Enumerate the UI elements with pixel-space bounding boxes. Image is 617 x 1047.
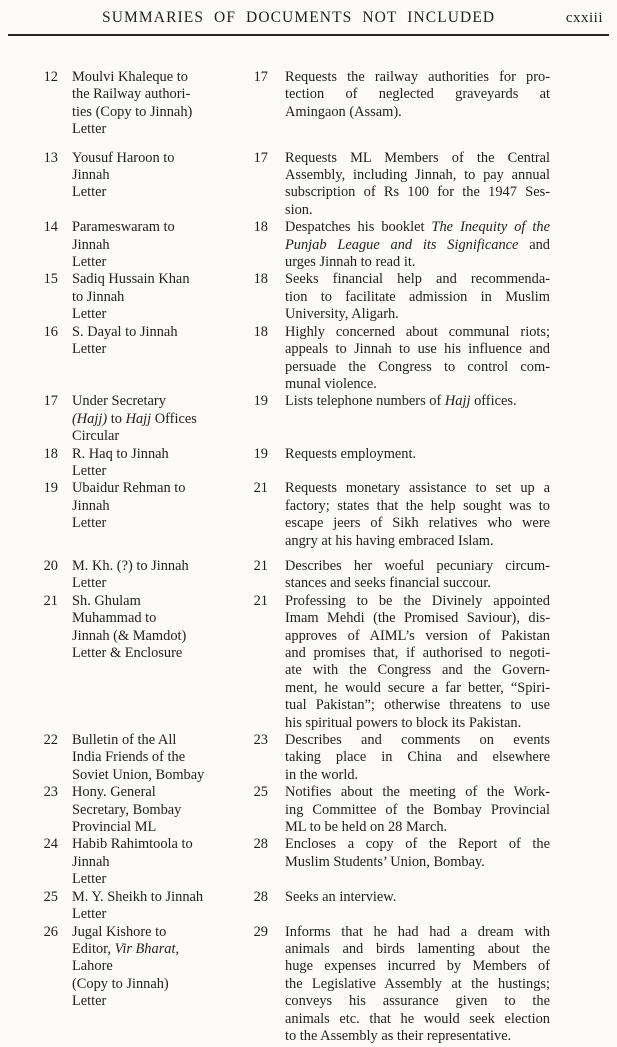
summary-line: Punjab League and its Significance and — [285, 236, 550, 253]
summary-line: Requests ML Members of the Central — [285, 149, 550, 166]
summary-line: urges Jinnah to read it. — [285, 254, 416, 271]
page-number: 17 — [253, 69, 268, 85]
summary-line: conveys his assurance given to the — [285, 993, 550, 1010]
entry-description — [58, 324, 240, 359]
description-line: Moulvi Khaleque to — [72, 69, 188, 85]
summary-line: ate with the Congress and the Govern- — [285, 662, 550, 679]
entry-description — [58, 69, 240, 139]
entries-table — [0, 36, 617, 1045]
entry-number: 22 — [43, 732, 58, 749]
italic-text: Vir Bharat — [114, 940, 176, 957]
summary-line: Requests employment. — [285, 445, 417, 462]
summary-line: ing Committee of the Bombay Provincial — [285, 801, 550, 818]
description-line: Letter — [72, 184, 107, 201]
summary-line: ment, he would secure a far better, “Spiri- — [285, 679, 550, 696]
summary-line: munal violence. — [285, 375, 377, 392]
description-line: M. Y. Sheikh to Jinnah — [72, 888, 204, 905]
entry-row — [36, 732, 617, 784]
entry-description — [58, 593, 240, 663]
summary-line: Seeks financial help and recommenda- — [285, 271, 550, 288]
page-number: 17 — [253, 149, 268, 166]
entry-summary — [268, 69, 550, 121]
summary-line: ML to be held on 28 March. — [285, 819, 448, 836]
entry-description — [58, 271, 240, 323]
entry-row — [36, 924, 617, 1046]
entry-summary — [268, 324, 550, 394]
description-line: Provincial ML — [72, 819, 157, 836]
summary-line: Muslim Students’ Union, Bombay. — [285, 853, 485, 870]
page-number: 18 — [253, 219, 268, 236]
entry-description — [58, 889, 240, 924]
entry-row — [36, 446, 617, 481]
description-line: India Friends of the — [72, 749, 186, 766]
summary-line: huge expenses incurred by Members of — [285, 958, 550, 975]
description-line: Letter — [72, 306, 107, 323]
summary-line: animals and birds lamenting about the — [285, 940, 550, 957]
description-line: Letter — [72, 341, 107, 358]
entry-summary — [268, 732, 550, 784]
italic-text: Hajj — [125, 410, 152, 427]
entry-number: 13 — [43, 149, 58, 166]
entry-description — [58, 558, 240, 593]
description-line: Letter — [72, 462, 107, 479]
summary-line: Highly concerned about communal riots; — [285, 323, 550, 340]
page-number: 18 — [253, 323, 268, 340]
description-line: S. Dayal to Jinnah — [72, 323, 178, 340]
summary-line: and promises that, if authorised to negoti- — [285, 645, 550, 661]
description-line: Ubaidur Rehman to — [72, 480, 186, 497]
italic-text: Punjab League and its Significance — [285, 236, 519, 253]
entry-row — [36, 480, 617, 550]
entry-number: 24 — [43, 836, 58, 853]
entry-summary — [268, 889, 550, 906]
entry-row — [36, 558, 617, 593]
summary-line: in the world. — [285, 766, 359, 783]
italic-text: (Hajj) — [72, 410, 108, 427]
entry-summary — [268, 150, 550, 220]
description-line: Letter — [72, 871, 107, 888]
entry-summary — [268, 836, 550, 871]
description-line: Jinnah — [72, 853, 110, 870]
summary-line: Amingaon (Assam). — [285, 103, 402, 120]
summary-line: angry at his having embraced Islam. — [285, 532, 494, 549]
description-line: Bulletin of the All — [72, 732, 177, 749]
description-line: Habib Rahimtoola to — [72, 836, 193, 853]
entry-summary — [268, 784, 550, 836]
description-line: Circular — [72, 428, 120, 445]
description-line: Letter & Enclosure — [72, 645, 183, 661]
page-number: 25 — [253, 784, 268, 801]
page-number: 19 — [253, 393, 268, 410]
description-line: Letter — [72, 575, 107, 592]
summary-line: tion to facilitate admission in Muslim — [285, 288, 550, 305]
entry-summary — [268, 558, 550, 593]
summary-line: to the Assembly as their representative. — [285, 1027, 512, 1044]
entry-number: 20 — [43, 557, 58, 574]
entry-row — [36, 593, 617, 732]
summary-line: escape jeers of Sikh relatives who were — [285, 515, 550, 532]
summary-line: Seeks an interview. — [285, 888, 397, 905]
entry-row — [36, 784, 617, 836]
entry-description — [58, 446, 240, 481]
entry-summary — [268, 393, 550, 410]
summary-line: tual Pakistan”; otherwise threatens to use — [285, 697, 550, 714]
description-line: Muhammad to — [72, 610, 157, 627]
description-line: (Hajj) to Hajj Offices — [72, 410, 197, 427]
summary-line: approves of AIML’s version of Pakistan — [285, 627, 550, 644]
page-number: 21 — [253, 557, 268, 574]
description-line: Letter — [72, 906, 107, 923]
page-header — [0, 0, 617, 27]
italic-text: Hajj — [444, 393, 471, 410]
description-line: R. Haq to Jinnah — [72, 445, 169, 462]
description-line: (Copy to Jinnah) — [72, 975, 169, 992]
summary-line: Lists telephone numbers of Hajj offices. — [285, 393, 517, 410]
entry-number: 17 — [43, 393, 58, 410]
entry-row — [36, 889, 617, 924]
entry-description — [58, 732, 240, 784]
entry-summary — [268, 480, 550, 550]
description-line: Letter — [72, 515, 107, 532]
entry-number: 16 — [43, 323, 58, 340]
summary-line: University, Aligarh. — [285, 306, 399, 323]
entry-description — [58, 784, 240, 836]
entry-summary — [268, 924, 550, 1046]
page-number: 29 — [253, 923, 268, 940]
description-line: Hony. General — [72, 784, 156, 801]
entry-row — [36, 324, 617, 394]
entry-summary — [268, 219, 550, 271]
summary-line: Despatches his booklet The Inequity of the — [285, 219, 550, 236]
entry-number: 15 — [43, 271, 58, 288]
description-line: Yousuf Haroon to — [72, 149, 175, 166]
summary-line: his spiritual powers to block its Pakistan. — [285, 714, 522, 731]
entry-number: 26 — [43, 923, 58, 940]
entry-number: 18 — [43, 445, 58, 462]
entry-row — [36, 219, 617, 271]
summary-line: Assembly, including Jinnah, to pay annual — [285, 167, 550, 184]
description-line: Sh. Ghulam — [72, 592, 141, 609]
summary-line: Encloses a copy of the Report of the — [285, 836, 550, 853]
description-line: Jinnah — [72, 497, 110, 514]
summary-line: Requests monetary assistance to set up a — [285, 480, 550, 497]
entry-row — [36, 69, 617, 139]
description-line: Editor, Vir Bharat, — [72, 940, 180, 957]
summary-line: subscription of Rs 100 for the 1947 Ses- — [285, 184, 550, 201]
page-number: 21 — [253, 592, 268, 609]
description-line: ties (Copy to Jinnah) — [72, 103, 193, 120]
entry-number: 23 — [43, 784, 58, 801]
summary-line: factory; states that the help sought was to — [285, 497, 550, 514]
entry-row — [36, 150, 617, 220]
entry-description — [58, 924, 240, 1011]
description-line: Jinnah — [72, 167, 110, 184]
summary-line: tection of neglected graveyards at — [285, 86, 550, 103]
summary-line: stances and seeks financial succour. — [285, 575, 491, 592]
folio-page-number: cxxiii — [565, 10, 603, 26]
description-line: Secretary, Bombay — [72, 801, 182, 818]
page-number: 21 — [253, 480, 268, 497]
page-number: 19 — [253, 445, 268, 462]
summary-line: Informs that he had had a dream with — [285, 923, 550, 940]
entry-description — [58, 836, 240, 888]
entry-number: 25 — [43, 888, 58, 905]
entry-number: 19 — [43, 480, 58, 497]
entry-row — [36, 393, 617, 445]
summary-line: Notifies about the meeting of the Work- — [285, 784, 550, 801]
entry-number: 14 — [43, 219, 58, 236]
page-number: 18 — [253, 271, 268, 288]
description-line: Letter — [72, 121, 107, 138]
page-number: 28 — [253, 888, 268, 905]
description-line: the Railway authori- — [72, 86, 191, 103]
description-line: Under Secretary — [72, 393, 166, 410]
description-line: Jinnah — [72, 236, 110, 253]
description-line: Letter — [72, 254, 107, 271]
description-line: Letter — [72, 993, 107, 1010]
summary-line: animals etc. that he would seek election — [285, 1010, 550, 1027]
description-line: Lahore — [72, 958, 113, 975]
entry-number: 21 — [43, 592, 58, 609]
summary-line: Describes and comments on events — [285, 732, 550, 749]
description-line: Soviet Union, Bombay — [72, 766, 205, 783]
entry-summary — [268, 271, 550, 323]
page-number: 23 — [253, 732, 268, 749]
summary-line: taking place in China and elsewhere — [285, 749, 550, 766]
page-number: 28 — [253, 836, 268, 853]
summary-line: Describes her woeful pecuniary circum- — [285, 557, 550, 574]
description-line: Parameswaram to — [72, 219, 175, 236]
description-line: to Jinnah — [72, 288, 125, 305]
entry-number: 12 — [43, 69, 58, 85]
summary-line: Professing to be the Divinely appointed — [285, 592, 550, 609]
summary-line: Requests the railway authorities for pro- — [285, 69, 550, 85]
description-line: Sadiq Hussain Khan — [72, 271, 190, 288]
entry-description — [58, 150, 240, 202]
entry-description — [58, 393, 240, 445]
description-line: M. Kh. (?) to Jinnah — [72, 557, 189, 574]
entry-description — [58, 480, 240, 532]
description-line: Jugal Kishore to — [72, 923, 167, 940]
summary-line: sion. — [285, 201, 313, 218]
entry-summary — [268, 593, 550, 732]
entry-row — [36, 836, 617, 888]
entry-summary — [268, 446, 550, 463]
entry-row — [36, 271, 617, 323]
entry-description — [58, 219, 240, 271]
summary-line: persuade the Congress to control com- — [285, 358, 550, 375]
summary-line: the Legislative Assembly at the hustings; — [285, 975, 550, 992]
summary-line: appeals to Jinnah to use his influence and — [285, 341, 550, 358]
page-title: SUMMARIES OF DOCUMENTS NOT INCLUDED — [102, 9, 496, 26]
summary-line: Imam Mehdi (the Promised Saviour), dis- — [285, 610, 550, 627]
italic-text: The Inequity of the — [431, 219, 550, 236]
description-line: Jinnah (& Mamdot) — [72, 627, 187, 644]
